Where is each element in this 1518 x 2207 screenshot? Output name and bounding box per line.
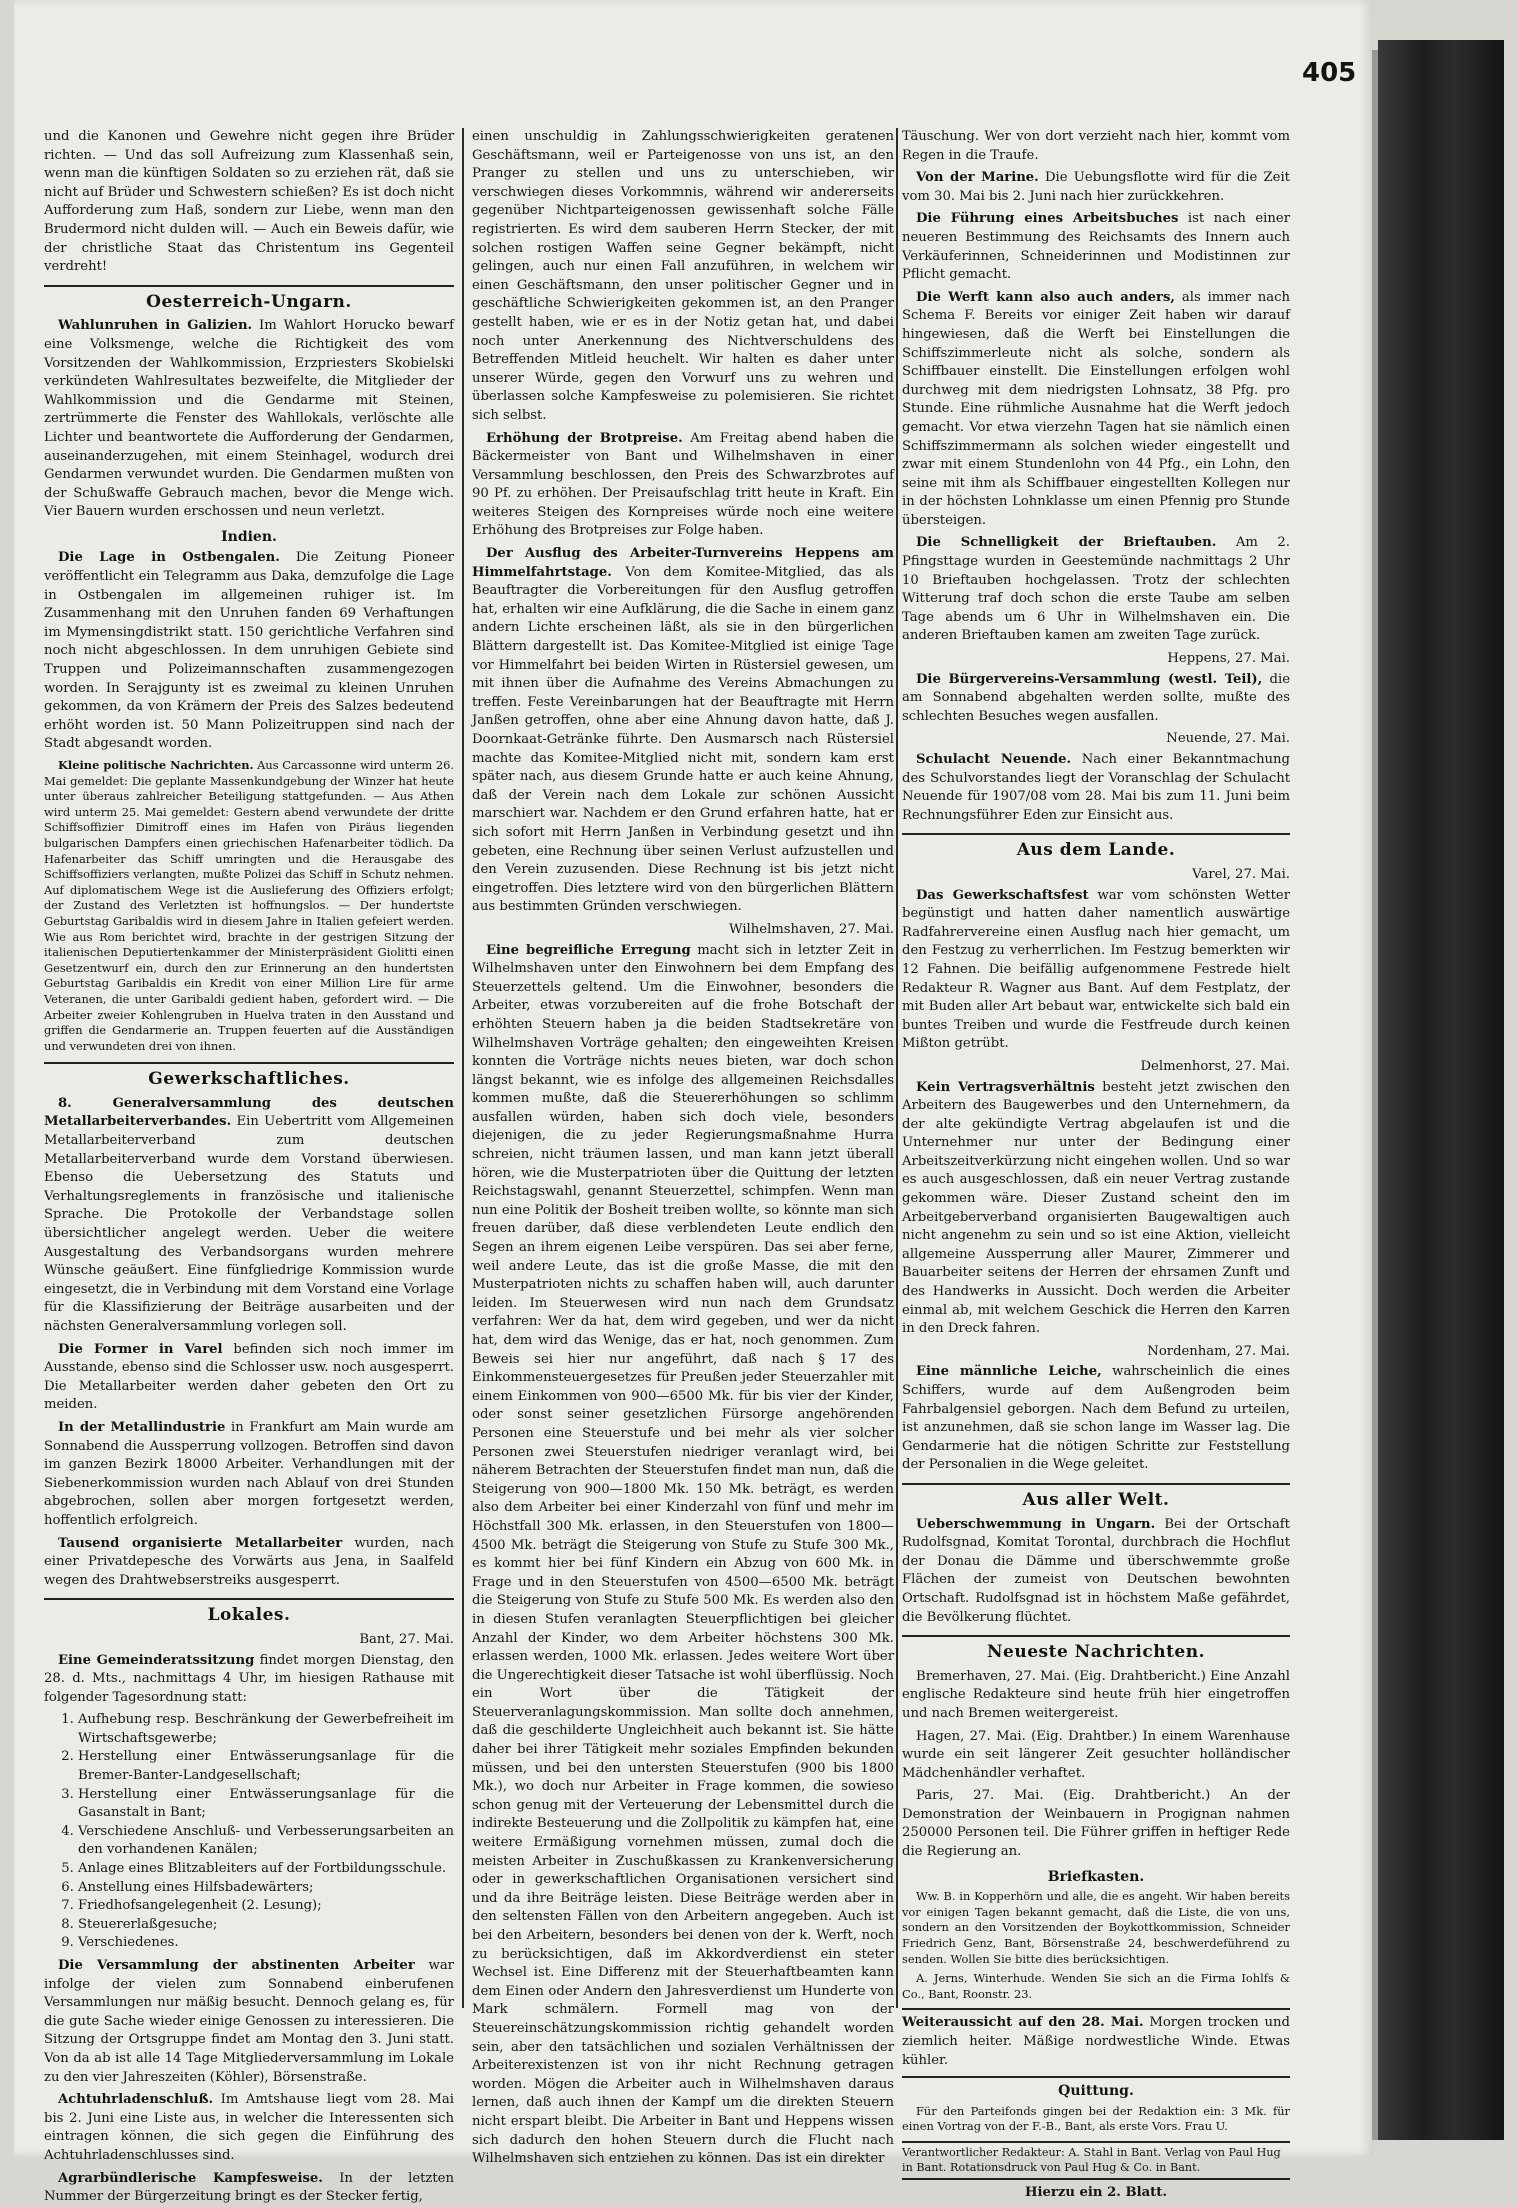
article-text: besteht jetzt zwischen den Arbeitern des Baugewerbes und den Unternehmern, da der alte gekündigte Vertrag abgelaufen ist und die Unternehmer nur unter der Bedingung einer Arbeitszeitverkürzung nicht eingehen wollen. Und so war es auch ausgeschlossen, daß ein neuer Vertrag zustande gekommen wäre. Dieser Zustand scheint den im Arbeitgeberverband organisierten Baugewaltigen auch nicht angenehm zu sein und so ist eine Aktion, vielleicht allgemeine Aussperrung aller Maurer, Zimmerer und Bauarbeiter seitens der Herren der ehrsamen Zunft und des Handwerks in Aussicht. Doch werden die Arbeiter einmal ab, mit welchem Geschick die Herren den Karren in den Dreck fahren. bbox=[902, 1079, 1290, 1337]
article-paragraph bbox=[902, 887, 1290, 1054]
article-text: war infolge der vielen zum Sonnabend einberufenen Versammlungen nur mäßig besucht. Dennoch gelang es, für die gute Sache wieder einige Genossen zu interessieren. Die Sitzung der Ortsgruppe findet am Montag den 3. Juni statt. Von da ab ist alle 14 Tage Mitgliederversammlung im Lokale zu den vier Jahreszeiten (Köhler), Börsenstraße. bbox=[44, 1958, 454, 2085]
article-text: Ein Uebertritt vom Allgemeinen Metallarbeiterverband zum deutschen Metallarbeiterverband wurde dem Vorstand überwiesen. Ebenso die Uebersetzung des Statuts und Verhaltungsreglements in französische und italienische Sprache. Die Protokolle der Verbandstage sollen übersichtlicher angelegt werden. Ueber die weitere Ausgestaltung des Verbandsorgans wurden mehrere Wünsche geäußert. Eine fünfgliedrige Kommission wurde eingesetzt, die in Verbindung mit dem Vorstand eine Vorlage für die Klassifizierung der Beiträge ausarbeiten und der nächsten Generalversammlung vorlegen soll. bbox=[44, 1114, 454, 1334]
article-text: Von dem Komitee-Mitglied, das als Beauftragter die Vorbereitungen für den Ausflug getroffen hat, erhalten wir eine Aufklärung, die die Sache in einem ganz andern Lichte erscheinen läßt, als sie in den bürgerlichen Blättern dargestellt ist. Das Komitee-Mitglied ist einige Tage vor Himmelfahrt bei beiden Wirten in Rüstersiel gewesen, um mit ihnen über die Aufnahme des Vereins Abmachungen zu treffen. Feste Vereinbarungen hat der Beauftragte mit Herrn Janßen getroffen, ohne aber eine Ahnung davon hatte, daß J. Doornkaat-Getränke führte. Den Ausmarsch nach Rüstersiel machte das Komitee-Mitglied nicht mit, sondern kam erst später nach, aus diesem Grunde hatte er auch keine Ahnung, daß der Verein nach dem Lokale zur schönen Aussicht marschiert war. Nachdem er den Grund erfahren hatte, hat er sich sofort mit Herrn Janßen in Verbindung gesetzt und ihn gebeten, eine Rechnung über seinen Verlust aufzustellen und den Verein zuzusenden. Diese Rechnung ist bis jetzt nicht eingetroffen. Dies letztere wird von den bürgerlichen Blättern aus bestimmten Gründen verschwiegen. bbox=[472, 564, 894, 915]
section-heading: Aus aller Welt. bbox=[902, 1483, 1290, 1510]
article-paragraph bbox=[44, 758, 454, 1054]
article-headline: Erhöhung der Brotpreise. bbox=[486, 430, 683, 446]
article-paragraph bbox=[902, 1363, 1290, 1475]
article-headline: Die Werft kann also auch anders, bbox=[916, 289, 1176, 305]
article-paragraph bbox=[472, 545, 894, 917]
section-heading: Oesterreich-Ungarn. bbox=[44, 285, 454, 312]
news-item: Hagen, 27. Mai. (Eig. Drahtber.) In einem Warenhause wurde ein seit längerer Zeit gesuchter holländischer Mädchenhändler verhaftet. bbox=[902, 1728, 1290, 1781]
article-headline: Der Ausflug des Arbeiter-Turnvereins Heppens am Himmelfahrtstage. bbox=[472, 546, 894, 580]
article-text: wahrscheinlich die eines Schiffers, wurde auf dem Außengroden beim Fahrbalgensiel geborgen. Nach dem Befund zu urteilen, ist anzunehmen, daß sie schon lange im Wasser lag. Die Gendarmerie hat die nötigen Schritte zur Feststellung der Personalien in die Wege geleitet. bbox=[902, 1364, 1291, 1473]
article-paragraph: Täuschung. Wer von dort verzieht nach hier, kommt vom Regen in die Traufe. bbox=[902, 129, 1290, 163]
article-paragraph bbox=[44, 2091, 454, 2165]
article-text: Am 2. Pfingsttage wurden in Geestemünde nachmittags 2 Uhr 10 Brieftauben hochgelassen. Trotz der schlechten Witterung traf doch schon die erste Taube am selben Tage abends um 6 Uhr in Wilhelmshaven ein. Die anderen Brieftauben kamen am zweiten Tage zurück. bbox=[902, 535, 1290, 644]
article-text: Die Zeitung Pioneer veröffentlicht ein Telegramm aus Daka, demzufolge die Lage in Ostbengalen im allgemeinen ruhiger ist. Im Zusammenhang mit den Unruhen fanden 69 Verhaftungen im Mymensingdistrikt statt. 150 gerichtliche Verfahren sind noch nicht abgeschlossen. In dem unruhigen Gebiete sind Truppen und Polizeimannschaften zusammengezogen worden. In Serajgunty ist es zweimal zu kleinen Unruhen gekommen, da von Krämern der Preis des Salzes bedeutend erhöht worden ist. 50 Mann Polizeitruppen sind nach der Stadt abgesandt worden. bbox=[44, 550, 454, 752]
article-paragraph bbox=[902, 671, 1290, 727]
agenda-item: 6. Anstellung eines Hilfsbadewärters; bbox=[78, 1879, 454, 1898]
agenda-list bbox=[44, 1711, 454, 1953]
article-paragraph bbox=[44, 1535, 454, 1591]
article-paragraph bbox=[44, 1957, 454, 2087]
dateline: Nordenham, 27. Mai. bbox=[1147, 1343, 1290, 1359]
article-paragraph bbox=[902, 534, 1290, 646]
article-headline: 8. Generalversammlung des deutschen Metallarbeiterverbandes. bbox=[44, 1095, 454, 1130]
article-headline: Die Versammlung der abstinenten Arbeiter bbox=[58, 1958, 415, 1973]
article-paragraph bbox=[44, 549, 454, 754]
article-text: Die Uebungsflotte wird für die Zeit vom 30. Mai bis 2. Juni nach hier zurückkehren. bbox=[902, 170, 1290, 204]
article-headline: Die Lage in Ostbengalen. bbox=[58, 550, 280, 566]
article-text: als immer nach Schema F. Bereits vor einiger Zeit haben wir darauf hingewiesen, daß die Werft bei Einstellungen die Schiffszimmerleute nicht als solche, sondern als Schiffbauer einstellt. Die Einstellungen erfolgen wohl durchweg mit dem niedrigsten Lohnsatz, 38 Pfg. pro Stunde. Eine rühmliche Ausnahme hat die Werft jedoch gemacht. Vor etwa vierzehn Tagen hat sie nämlich einen Schiffszimmermann als solchen wieder eingestellt und zwar mit einem Stundenlohn von 44 Pfg., ein Lohn, den seine mit ihm als Schiffbauer eingestellten Kollegen nur in der höchsten Lohnklasse um einen Pfennig pro Stunde übersteigen. bbox=[902, 289, 1290, 528]
continuation-note: Hierzu ein 2. Blatt. bbox=[1025, 2185, 1167, 2201]
agenda-item: 2. Herstellung einer Entwässerungsanlage für die Bremer-Banter-Landgesellschaft; bbox=[78, 1748, 454, 1785]
article-paragraph bbox=[902, 1079, 1290, 1339]
section-heading: Lokales. bbox=[44, 1598, 454, 1625]
article-text: Im Wahlort Horucko bewarf eine Volksmenge, welche die Richtigkeit des vom Vorsitzenden der Wahlkommission, Erzpriesters Skobielski verkündeten Wahlresultates bezweifelte, die Mitglieder der Wahlkommission und die Gendarme mit Steinen, zertrümmerte die Fenster des Wahllokals, verlöschte alle Lichter und beantwortete die Aufforderung der Gendarmen, auseinanderzugehen, mit einem Steinhagel, wodurch drei Gendarmen verwundet wurden. Die Gendarmen mußten von der Schußwaffe Gebrauch machen, bevor die Menge wich. Vier Bauern wurden erschossen und neun verletzt. bbox=[44, 318, 454, 520]
weather-forecast bbox=[902, 2008, 1290, 2070]
receipt-text: Für den Parteifonds gingen bei der Redaktion ein: 3 Mk. für einen Vortrag von der F.-B., Bant, als erste Vors. Frau U. bbox=[902, 2103, 1290, 2134]
news-item: Paris, 27. Mai. (Eig. Drahtbericht.) An der Demonstration der Weinbauern in Progignan nahmen 250000 Personen teil. Die Führer griffen in heftiger Rede die Regierung an. bbox=[902, 1788, 1290, 1860]
article-text: findet morgen Dienstag, den 28. d. Mts., nachmittags 4 Uhr, im hiesigen Rathause mit folgender Tagesordnung statt: bbox=[44, 1652, 454, 1705]
article-headline: Eine Gemeinderatssitzung bbox=[58, 1652, 255, 1668]
article-headline: Wahlunruhen in Galizien. bbox=[58, 318, 253, 334]
article-headline: Kleine politische Nachrichten. bbox=[58, 758, 254, 772]
article-headline: Eine begreifliche Erregung bbox=[486, 942, 691, 958]
article-text: In der letzten Nummer der Bürgerzeitung bringt es der Stecker fertig, bbox=[44, 2170, 454, 2205]
article-headline: Die Führung eines Arbeitsbuches bbox=[916, 211, 1179, 227]
article-headline: Eine männliche Leiche, bbox=[916, 1364, 1102, 1380]
article-headline: Kein Vertragsverhältnis bbox=[916, 1079, 1095, 1095]
agenda-item: 4. Verschiedene Anschluß- und Verbesserungsarbeiten an den vorhandenen Kanälen; bbox=[78, 1823, 454, 1860]
article-paragraph bbox=[902, 1516, 1290, 1628]
article-text: Nach einer Bekanntmachung des Schulvorstandes liegt der Voranschlag der Schulacht Neuende für 1907/08 vom 28. Mai bis zum 11. Juni beim Rechnungsführer Eden zur Einsicht aus. bbox=[902, 752, 1290, 823]
article-paragraph bbox=[902, 169, 1290, 206]
column-rule bbox=[462, 128, 464, 2008]
article-headline: Tausend organisierte Metallarbeiter bbox=[58, 1535, 343, 1551]
section-heading: Aus dem Lande. bbox=[902, 833, 1290, 860]
article-paragraph bbox=[902, 210, 1290, 284]
subsection-heading: Briefkasten. bbox=[1047, 1868, 1145, 1885]
page-number: 405 bbox=[1302, 58, 1357, 88]
article-paragraph bbox=[44, 1652, 454, 1708]
article-paragraph bbox=[902, 289, 1290, 531]
agenda-item: 9. Verschiedenes. bbox=[78, 1934, 454, 1953]
article-text: macht sich in letzter Zeit in Wilhelmshaven unter den Einwohnern bei dem Empfang des Steuerzettels geltend. Um die Einwohner, besonders die Arbeiter, etwas vorzubereiten auf die frohe Botschaft der erhöhten Steuern haben ja die beiden Stadtsekretäre von Wilhelmshaven Vorträge gehalten; den eingeweihten Kreisen konnten die Vorträge nichts neues bieten, war doch schon längst bekannt, wie es infolge des allgemeinen Reichsdalles kommen mußte, daß die Steuererhöhungen so schlimm ausfallen würden, haben sich doch viele, besonders diejenigen, die zu jeder Regierungsmaßnahme Hurra schreien, nicht träumen lassen, und man kann jetzt überall hören, wie die Musterpatrioten über die Quittung der letzten Reichstagswahl, genannt Steuerzettel, schimpfen. Wenn man nun eine Politik der Bosheit treiben wollte, so könnte man sich freuen darüber, daß diese verblendeten Leute endlich den Segen an ihrem eigenen Leibe verspüren. Das sei aber ferne, weil andere Leute, das ist die große Masse, die mit den Musterpatrioten nichts zu schaffen haben will, auch darunter leiden. Im Steuerwesen wird nun nach dem Grundsatz verfahren: Wer da hat, dem wird gegeben, und wer da nicht hat, dem wird das Wenige, das er hat, noch genommen. Zum Beweis sei hier nur angeführt, daß nach § 17 des Einkommensteuergesetzes für Preußen jeder Steuerzahler mit einem Einkommen von 900—6500 Mk. für bis vier der Kinder, oder sonst seiner gesetzlichen Fürsorge angehörenden Personen eine Steuerstufe und bei mehr als vier solcher Personen zwei Steuerstufen niedriger veranlagt wird, bei näherem Betrachten der Steuerstufen findet man nun, daß die Steigerung von 900—1800 Mk. 150 Mk. beträgt, es werden also dem Arbeiter bei einer Kinderzahl von fünf und mehr im Höchstfall 300 Mk. erlassen, in den Steuerstufen von 1800—4500 Mk. beträgt die Steigerung von Stufe zu Stufe 300 Mk., es kommt hier bei fünf Kindern ein Abzug von 600 Mk. in Frage und in den Steuerstufen von 4500—6500 Mk. beträgt die Steigerung von Stufe zu Stufe 500 Mk. Es werden also den in diesen Stufen veranlagten Steuerpflichtigen bei gleicher Anzahl der Kinder, wo dem Arbeiter höchstens 300 Mk. erlassen werden, 1000 Mk. erlassen. Jedes weitere Wort über die Ungerechtigkeit dieser Tatsache ist wohl überflüssig. Noch ein Wort über die Tätigkeit der Steuerveranlagungskommission. Man sollte doch annehmen, daß die geschilderte Ungleichheit auch bekannt ist. Sie hätte daher bei ihrer Tätigkeit mehr soziales Empfinden bekunden müssen, und bei den untersten Steuerstufen (900 bis 1800 Mk.), wo doch nur Arbeiter in Frage kommen, die sowieso schon genug mit der Verteuerung der Lebensmittel durch die indirekte Besteuerung und die Zollpolitik zu kämpfen hat, eine weitere Ermäßigung vornehmen müssen, zumal doch die meisten Arbeiter in Zuschußkassen zu Krankenversicherung oder in gewerkschaftlichen Organisationen versichert sind und da ihre Beiträge leisten. Diese Beiträge werden aber in den seltensten Fällen von den Arbeitern angegeben. Auch ist bei den Arbeitern, besonders bei denen von der k. Werft, noch zu berücksichtigen, daß im Akkordverdienst ein steter Wechsel ist. Eine Differenz mit der Steuerhaftbeamten kann dem Einen oder Andern den Jahresverdienst um Hunderte von Mark schmälern. Formell mag von der Steuereinschätzungskommission richtig gehandelt worden sein, aber den tatsächlichen und sozialen Verhältnissen der Arbeiterexistenzen ist von ihr nicht Rechnung getragen worden. Mögen die Arbeiter auch in Wilhelmshaven daraus lernen, daß auch ihnen der Kampf um die direkten Steuern nicht erspart bleibt. Die Arbeiter in Bant und Heppens wissen sich dadurch den hohen Steuern durch die Flucht nach Wilhelmshaven sich entziehen zu können. Das ist ein direkter bbox=[472, 942, 894, 2167]
column-rule bbox=[896, 128, 898, 2008]
dateline: Delmenhorst, 27. Mai. bbox=[1140, 1058, 1290, 1074]
article-headline: Die Bürgervereins-Versammlung (westl. Teil), bbox=[916, 671, 1263, 687]
letter-item: A. Jerns, Winterhude. Wenden Sie sich an die Firma Iohlfs & Co., Bant, Roonstr. 23. bbox=[902, 1971, 1290, 2001]
article-paragraph bbox=[44, 1419, 454, 1531]
article-paragraph bbox=[472, 942, 894, 2169]
column-2 bbox=[472, 128, 894, 2167]
dateline: Heppens, 27. Mai. bbox=[1167, 651, 1290, 667]
agenda-item: 8. Steuererlaßgesuche; bbox=[78, 1916, 454, 1935]
subsection-heading: Indien. bbox=[221, 528, 277, 545]
agenda-item: 3. Herstellung einer Entwässerungsanlage für die Gasanstalt in Bant; bbox=[78, 1786, 454, 1823]
article-headline: Die Schnelligkeit der Brieftauben. bbox=[916, 535, 1217, 551]
article-text: befinden sich noch immer im Ausstande, ebenso sind die Schlosser usw. noch ausgesperrt. Die Metallarbeiter werden daher gebeten den Ort zu meiden. bbox=[44, 1341, 455, 1413]
column-3 bbox=[902, 128, 1291, 2201]
article-text: in Frankfurt am Main wurde am Sonnabend die Aussperrung vollzogen. Betroffen sind davon im ganzen Bezirk 18000 Arbeiter. Verhandlungen mit der Siebenerkommission wurden nach Ablauf von drei Stunden abgebrochen, sollen aber morgen fortgesetzt werden, hoffentlich erfolgreich. bbox=[44, 1419, 454, 1528]
article-paragraph: einen unschuldig in Zahlungsschwierigkeiten geratenen Geschäftsmann, weil er Parteigenosse von uns ist, an den Pranger zu stellen und uns zu unterschieben, wir verschwiegen dieses Vorkommnis, während wir andererseits gegenüber Nichtparteigenossen gewissenhaft solche Fälle registrierten. Es wird dem sauberen Herrn Stecker, der mit solchen rostigen Waffen seine Gegner bekämpft, nicht gelingen, auch nur einen Fall anzuführen, in welchem wir einen Geschäftsmann, den unser politischer Gegner und in geschäftliche Schwierigkeiten gekommen ist, an den Pranger gestellt haben, wie er es in der Notiz getan hat, und dabei noch unter Anerkennung des Nichtverschuldens des Betreffenden Mitleid heuchelt. Wir halten es daher unter unserer Würde, gegen den Vorwurf uns zu wehren und überlassen solche Kampfesweise zu polemisieren. Sie richtet sich selbst. bbox=[472, 129, 894, 423]
dateline: Wilhelmshaven, 27. Mai. bbox=[729, 921, 894, 937]
agenda-item: 7. Friedhofsangelegenheit (2. Lesung); bbox=[78, 1897, 454, 1916]
agenda-item: 1. Aufhebung resp. Beschränkung der Gewerbefreiheit im Wirtschaftsgewerbe; bbox=[78, 1711, 454, 1748]
article-paragraph bbox=[472, 430, 894, 542]
article-paragraph bbox=[44, 1341, 454, 1415]
section-heading: Neueste Nachrichten. bbox=[902, 1635, 1290, 1662]
article-headline: Schulacht Neuende. bbox=[916, 752, 1072, 767]
article-text: wurden, nach einer Privatdepesche des Vorwärts aus Jena, in Saalfeld wegen des Drahtwebserstreiks ausgesperrt. bbox=[44, 1535, 454, 1588]
subsection-heading: Quittung. bbox=[902, 2076, 1290, 2101]
dateline: Bant, 27. Mai. bbox=[359, 1631, 454, 1647]
article-headline: Die Former in Varel bbox=[58, 1341, 223, 1357]
imprint-footer: Verantwortlicher Redakteur: A. Stahl in Bant. Verlag von Paul Hug in Bant. Rotationsdruck von Paul Hug & Co. in Bant. bbox=[902, 2141, 1290, 2180]
article-text: Aus Carcassonne wird unterm 26. Mai gemeldet: Die geplante Massenkundgebung der Winzer hat heute unter überaus zahlreicher Beteiligung stattgefunden. — Aus Athen wird unterm 25. Mai gemeldet: Gestern abend verwundete der dritte Schiffsoffizier Dimitroff eines im Hafen von Piräus liegenden bulgarischen Dampfers einen griechischen Hafenarbeiter tödlich. Da Hafenarbeiter das Schiff umringten und die Herausgabe des Schiffsoffiziers verlangten, mußte Polizei das Schiff in Schutz nehmen. Auf diplomatischem Wege ist die Auslieferung des Offiziers erfolgt; der Zustand des Verletzten ist hoffnungslos. — Der hundertste Geburtstag Garibaldis wird in diesem Jahre in Italien gefeiert werden. Wie aus Rom berichtet wird, brachte in der gestrigen Sitzung der italienischen Deputiertenkammer der Ministerpräsident Giolitti einen Gesetzentwurf ein, durch den zur Erinnerung an den hundertsten Geburtstag Garibaldis ein Kredit von einer Million Lire für arme Veteranen, die unter Garibaldi gedient haben, gefordert wird. — Die Arbeiter zweier Kohlengruben in Huelva traten in den Ausstand und griffen die Gendarmerie an. Truppen feuerten auf die Ausständigen und verwundeten drei von ihnen. bbox=[44, 758, 454, 1053]
article-headline: Von der Marine. bbox=[916, 170, 1039, 186]
article-headline: Weiteraussicht auf den 28. Mai. bbox=[902, 2015, 1144, 2031]
article-text: Am Freitag abend haben die Bäckermeister von Bant und Wilhelmshaven in einer Versammlung beschlossen, den Preis des Schwarzbrotes auf 90 Pf. zu erhöhen. Der Preisaufschlag tritt heute in Kraft. Ein weiteres Steigen des Kornpreises würde noch eine weitere Erhöhung des Brotpreises zur Folge haben. bbox=[472, 430, 894, 539]
article-headline: In der Metallindustrie bbox=[58, 1419, 226, 1435]
article-headline: Achtuhrladenschluß. bbox=[58, 2092, 214, 2108]
dateline: Varel, 27. Mai. bbox=[1192, 866, 1290, 882]
article-text: die am Sonnabend abgehalten werden sollte, mußte des schlechten Besuches wegen ausfallen. bbox=[902, 671, 1290, 724]
column-1 bbox=[44, 128, 455, 2205]
news-item: Bremerhaven, 27. Mai. (Eig. Drahtbericht.) Eine Anzahl englische Redakteure sind heute früh hier eingetroffen und nach Bremen weitergereist. bbox=[902, 1668, 1290, 1721]
agenda-item: 5. Anlage eines Blitzableiters auf der Fortbildungsschule. bbox=[78, 1860, 454, 1879]
article-paragraph bbox=[44, 1095, 454, 1337]
article-text: ist nach einer neueren Bestimmung des Reichsamts des Innern auch Verkäuferinnen, Schneiderinnen und Modistinnen zur Pflicht gemacht. bbox=[902, 211, 1290, 283]
article-paragraph bbox=[44, 2170, 454, 2207]
article-headline: Das Gewerkschaftsfest bbox=[916, 887, 1089, 903]
article-headline: Ueberschwemmung in Ungarn. bbox=[916, 1516, 1156, 1532]
book-binding bbox=[1378, 40, 1504, 2140]
article-paragraph bbox=[902, 751, 1290, 825]
article-text: Morgen trocken und ziemlich heiter. Mäßige nordwestliche Winde. Etwas kühler. bbox=[902, 2015, 1290, 2068]
article-text: Im Amtshause liegt vom 28. Mai bis 2. Juni eine Liste aus, in welcher die Interessenten sich eintragen können, die sich gegen die Einführung des Achtuhrladenschlusses sind. bbox=[44, 2092, 454, 2163]
article-text: war vom schönsten Wetter begünstigt und hatten daher namentlich auswärtige Radfahrervereine einen Ausflug nach hier gemacht, um den Festzug zu verherrlichen. Im Festzug bemerkten wir 12 Fahnen. Die beifällig aufgenommene Festrede hielt Redakteur R. Wagner aus Bant. Auf dem Festplatz, der mit Buden aller Art bebaut war, entwickelte sich bald ein buntes Treiben und wurde die Festfreude durch keinen Mißton getrübt. bbox=[902, 887, 1290, 1052]
article-headline: Agrarbündlerische Kampfesweise. bbox=[58, 2170, 323, 2186]
letter-item: Ww. B. in Kopperhörn und alle, die es angeht. Wir haben bereits vor einigen Tagen bekannt gemacht, daß die Liste, die von uns, sondern an den Vorsitzenden der Boykottkommission, Schneider Friedrich Genz, Bant, Börsenstraße 24, beschwerdeführend zu senden. Wollen Sie bitte dies berücksichtigen. bbox=[902, 1889, 1290, 1966]
article-paragraph bbox=[44, 317, 454, 522]
article-paragraph: und die Kanonen und Gewehre nicht gegen ihre Brüder richten. — Und das soll Aufreizung zum Klassenhaß sein, wenn man die künftigen Soldaten so zu erziehen rät, daß sie nicht auf Brüder und Schwestern schießen? Es ist doch nicht Aufforderung zum Haß, sondern zur Liebe, wenn man den Brudermord nicht dulden will. — Auch ein Beweis dafür, wie der christliche Staat das Christentum ins Gegenteil verdreht! bbox=[44, 129, 454, 275]
article-text: Bei der Ortschaft Rudolfsgnad, Komitat Torontal, durchbrach die Hochflut der Donau die Dämme und überschwemmte große Flächen der zumeist von Deutschen bewohnten Ortschaft. Rudolfsgnad ist in höchstem Maße gefährdet, die Bevölkerung flüchtet. bbox=[902, 1516, 1290, 1625]
section-heading: Gewerkschaftliches. bbox=[44, 1062, 454, 1089]
dateline: Neuende, 27. Mai. bbox=[1166, 731, 1290, 747]
